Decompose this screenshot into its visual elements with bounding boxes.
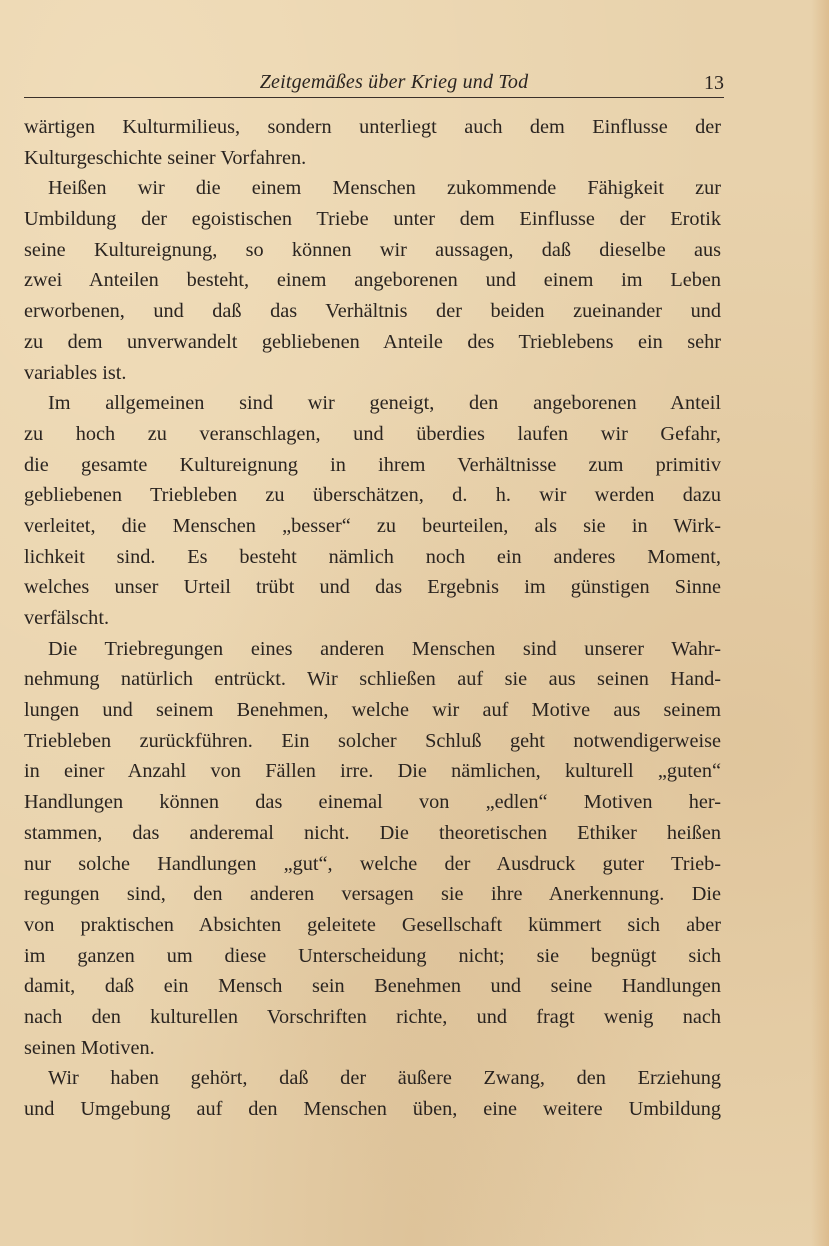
text-line: welches unser Urteil trübt und das Ergebnis im günstigen Sinne [24, 576, 721, 599]
text-line: Die Triebregungen eines anderen Menschen sind unserer Wahr- [48, 637, 721, 660]
text-line: Heißen wir die einem Menschen zukommende Fähigkeit zur [48, 177, 721, 200]
running-title: Zeitgemäßes über Krieg und Tod [259, 71, 529, 93]
text-line: zu dem unverwandelt gebliebenen Anteile des Trieblebens ein sehr [24, 330, 721, 353]
text-line: lungen und seinem Benehmen, welche wir auf Motive aus seinem [24, 699, 721, 722]
text-line: nach den kulturellen Vorschriften richte, und fragt wenig nach [24, 1005, 721, 1028]
text-line: Umbildung der egoistischen Triebe unter dem Einflusse der Erotik [24, 208, 721, 231]
text-line: wärtigen Kulturmilieus, sondern unterliegt auch dem Einflusse der [24, 116, 721, 138]
text-line: regungen sind, den anderen versagen sie ihre Anerkennung. Die [24, 883, 721, 906]
running-header [24, 68, 724, 98]
text-line: Handlungen können das einemal von „edlen“ Motiven her- [24, 791, 721, 814]
page-edge-shadow [811, 0, 829, 1246]
body-text [24, 112, 721, 1125]
text-line: zu hoch zu veranschlagen, und überdies laufen wir Gefahr, [24, 422, 721, 445]
text-line: seinen Motiven. [24, 1036, 155, 1059]
text-line: Im allgemeinen sind wir geneigt, den angeborenen Anteil [48, 392, 721, 415]
text-line: zwei Anteilen besteht, einem angeborenen und einem im Leben [24, 269, 721, 292]
text-line: Kulturgeschichte seiner Vorfahren. [24, 146, 307, 169]
text-line: in einer Anzahl von Fällen irre. Die nämlichen, kulturell „guten“ [24, 760, 721, 783]
text-line: verfälscht. [24, 607, 110, 629]
text-line: gebliebenen Triebleben zu überschätzen, d. h. wir werden dazu [24, 484, 721, 507]
text-line: verleitet, die Menschen „besser“ zu beurteilen, als sie in Wirk- [24, 514, 721, 537]
text-line: damit, daß ein Mensch sein Benehmen und seine Handlungen [24, 975, 721, 998]
text-line: von praktischen Absichten geleitete Gesellschaft kümmert sich aber [24, 913, 721, 936]
text-line: variables ist. [24, 361, 127, 384]
text-line: Triebleben zurückführen. Ein solcher Schluß geht notwendigerweise [24, 729, 721, 752]
text-line: seine Kultureignung, so können wir aussagen, daß dieselbe aus [24, 238, 721, 261]
text-line: lichkeit sind. Es besteht nämlich noch ein anderes Moment, [24, 545, 721, 568]
text-line: nehmung natürlich entrückt. Wir schließen auf sie aus seinen Hand- [24, 668, 721, 691]
text-line: und Umgebung auf den Menschen üben, eine weitere Umbildung [24, 1098, 721, 1120]
text-line: nur solche Handlungen „gut“, welche der Ausdruck guter Trieb- [24, 852, 721, 875]
page-number: 13 [704, 72, 724, 94]
text-line: erworbenen, und daß das Verhältnis der beiden zueinander und [24, 300, 721, 323]
text-line: stammen, das anderemal nicht. Die theoretischen Ethiker heißen [24, 821, 721, 844]
text-line: im ganzen um diese Unterscheidung nicht; sie begnügt sich [24, 944, 721, 967]
text-line: die gesamte Kultureignung in ihrem Verhältnisse zum primitiv [24, 453, 721, 476]
text-line: Wir haben gehört, daß der äußere Zwang, den Erziehung [48, 1067, 721, 1090]
header-rule [24, 97, 724, 98]
